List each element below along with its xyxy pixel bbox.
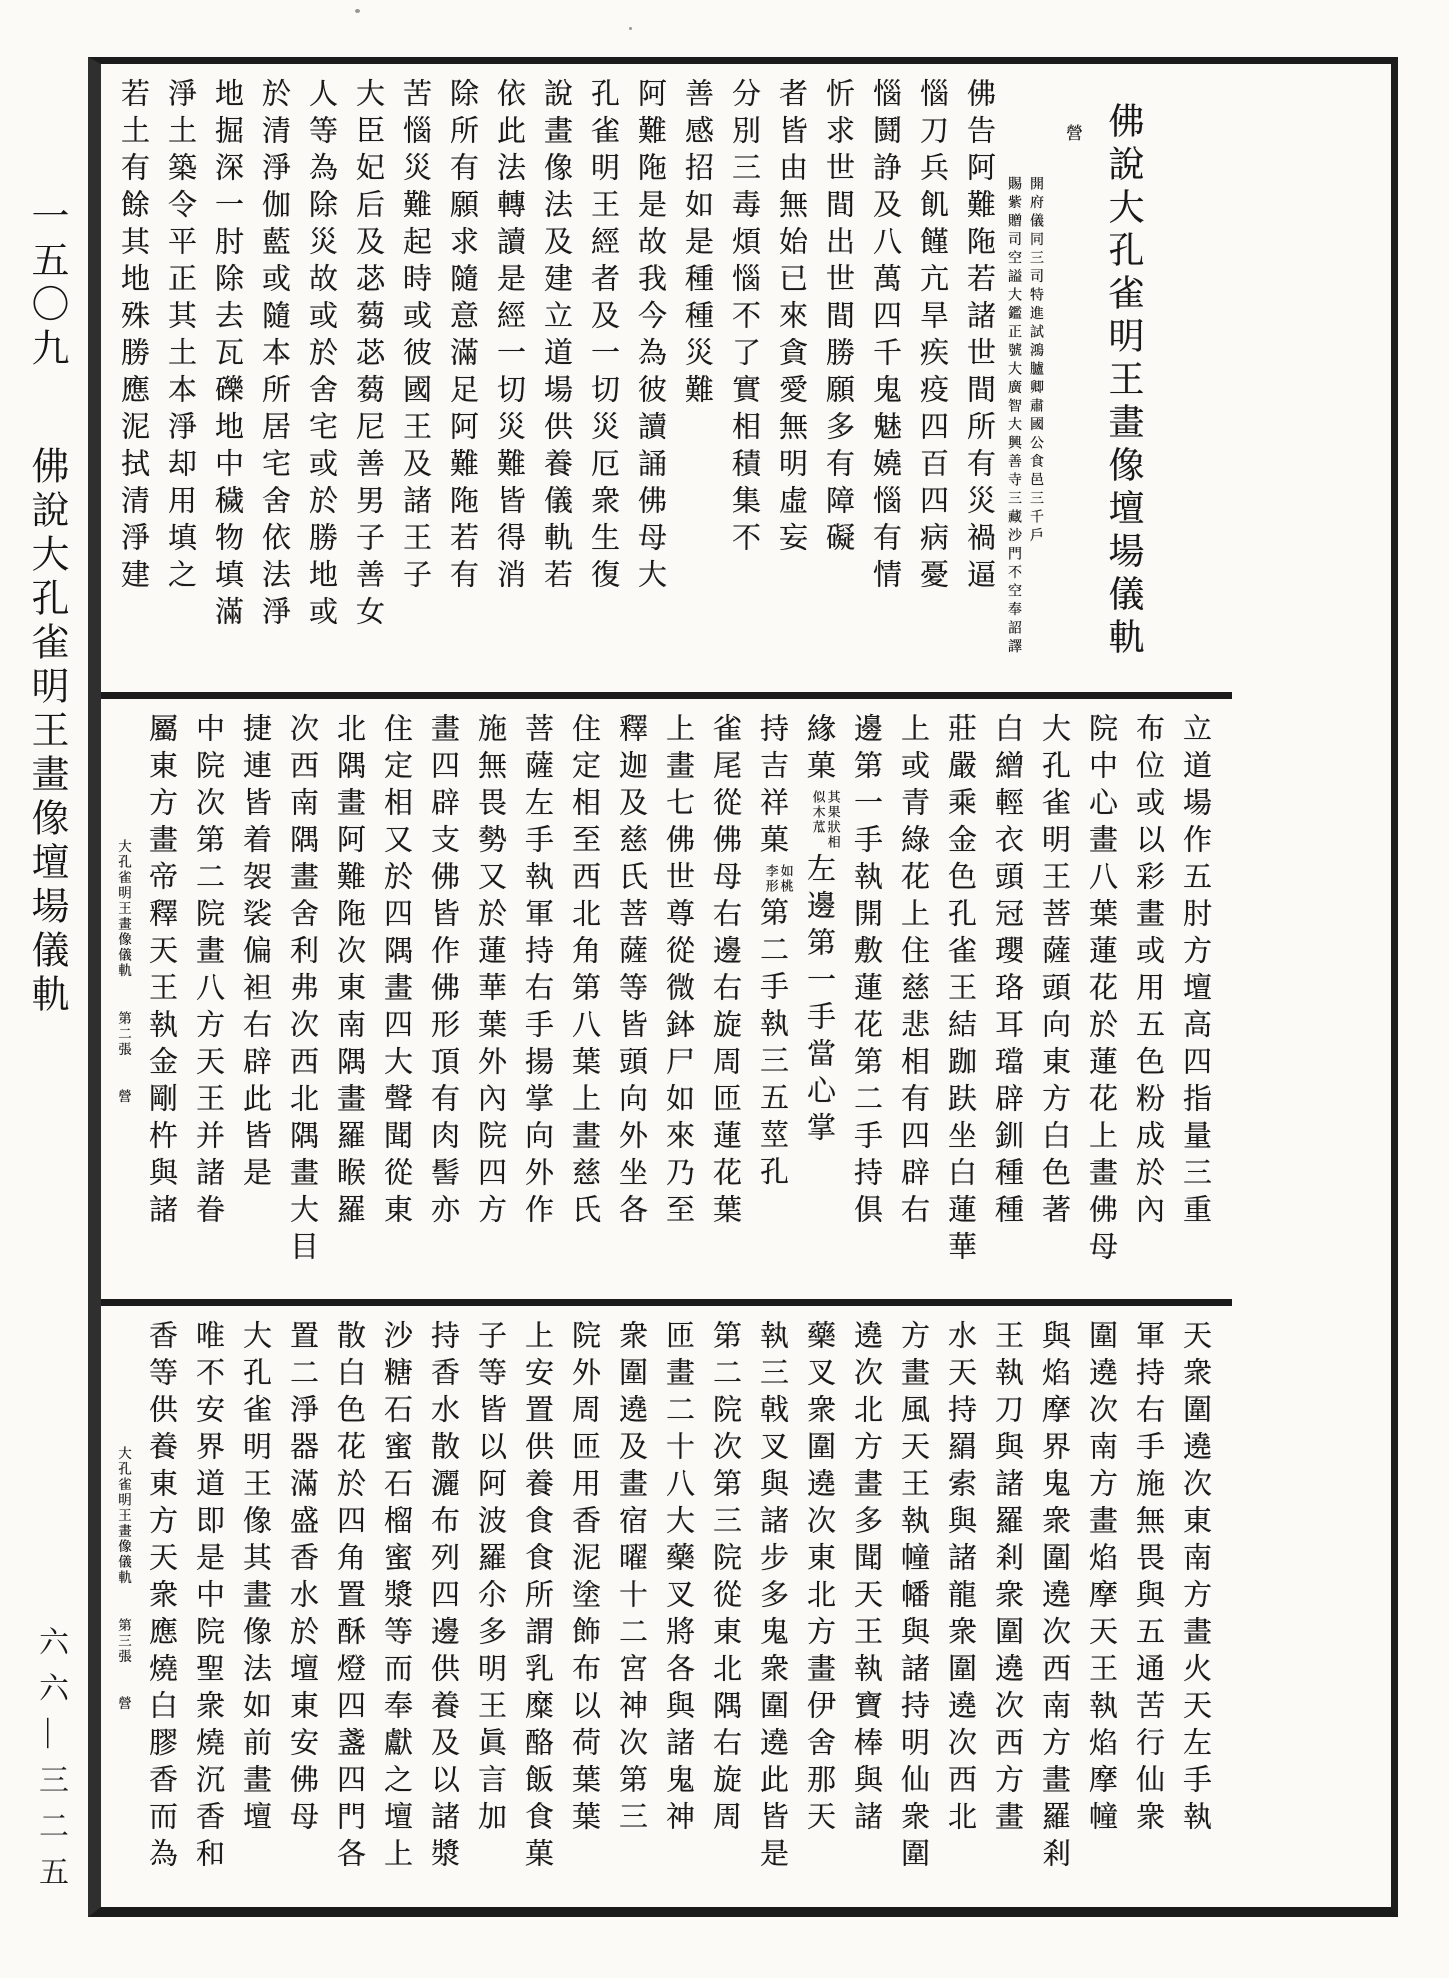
margin-catalog-label [14,196,78,1018]
text-column: 執三戟叉與諸步多鬼衆圍遶此皆是 [756,1320,788,1875]
text-frame [88,57,1398,1917]
text-column: 大孔雀明王像其畫像法如前畫壇 [239,1320,271,1838]
scan-speck [355,9,360,13]
text-column: 住定相至西北角第八葉上畫慈氏 [568,713,600,1231]
marker-segment: 第二張 [116,1010,131,1057]
text-column: 阿難陁是故我今為彼讀誦佛母大 [634,78,666,596]
text-column: 說畫像法及建立道場供養儀軌若 [540,78,572,596]
text-column: 佛告阿難陁若諸世間所有災禍逼 [963,78,995,596]
text-column: 匝畫二十八大藥叉將各與諸鬼神 [662,1320,694,1838]
text-column: 忻求世間出世間勝願多有障礙 [822,78,854,559]
text-column: 第二院次第三院從東北隅右旋周 [709,1320,741,1838]
text-column: 與焰摩界鬼衆圍遶次西南方畫羅剎 [1038,1320,1070,1875]
text-column: 持香水散灑布列四邊供養及以諸漿 [427,1320,459,1875]
text-column: 畫四辟支佛皆作佛形頂有肉髻亦 [427,713,459,1231]
text-column: 緣菓 其果狀相 似木苽 左邊第一手當心掌 [803,713,841,1149]
text-column: 善感招如是種種災難 [681,78,713,411]
text-column: 軍持右手施無畏與五通苦行仙衆 [1132,1320,1164,1838]
text-column: 方畫風天王執幢幡與諸持明仙衆圍 [897,1320,929,1875]
text-column: 釋迦及慈氏菩薩等皆頭向外坐各 [615,713,647,1231]
text-column: 子等皆以阿波羅尒多明王眞言加 [474,1320,506,1838]
translator-line: 開府儀同三司特進試鴻臚卿肅國公食邑三千戶 [1028,176,1043,546]
text-column: 施無畏勢又於蓮華葉外內院四方 [474,713,506,1231]
text-column: 惱刀兵飢饉亢旱疾疫四百四病憂 [916,78,948,596]
text-column: 次西南隅畫舍利弗次西北隅畫大目 [286,713,318,1268]
text-column: 水天持羂索與諸龍衆圍遶次西北 [944,1320,976,1838]
text-column: 散白色花於四角置酥燈四盞四門各 [333,1320,365,1875]
text-column: 立道場作五肘方壇高四指量三重 [1179,713,1211,1231]
register-middle [101,692,1232,1299]
text-column: 菩薩左手執軍持右手揚掌向外作 [521,713,553,1231]
volume-page-number: 六六—三二五 [34,1626,67,1902]
text-column: 邊第一手執開敷蓮花第二手持俱 [850,713,882,1231]
text-column: 淨土築令平正其土本淨却用填之 [164,78,196,596]
marker-segment: 營 [116,1089,131,1105]
sheet-marker [109,713,137,1287]
sutra-title-column: 佛說大孔雀明王畫像壇場儀軌營 [1063,102,1144,661]
text-column: 藥叉衆圍遶次東北方畫伊舍那天 [803,1320,835,1838]
case-mark: 營 [1063,124,1082,141]
catalog-number: 一五〇九 [25,196,67,372]
text-column: 衆圍遶及畫宿曜十二宮神次第三 [615,1320,647,1838]
text-column: 遶次北方畫多聞天王執寶棒與諸 [850,1320,882,1838]
text-column: 大孔雀明王菩薩頭向東方白色著 [1038,713,1070,1231]
text-column: 上畫七佛世尊從微鉢尸如來乃至 [662,713,694,1231]
sheet-marker [109,1320,137,1895]
text-column: 中院次第二院畫八方天王并諸眷 [192,713,224,1231]
register-top [101,64,1210,692]
text-column: 分別三毒煩惱不了實相積集不 [728,78,760,559]
text-column: 於清淨伽藍或隨本所居宅舍依法淨 [258,78,290,633]
text-column: 捷連皆着袈裟偏袒右辟此皆是 [239,713,271,1194]
interlinear-note: 其果狀相 似木苽 [810,790,841,850]
text-column: 上或青綠花上住慈悲相有四辟右 [897,713,929,1231]
text-column: 住定相又於四隅畫四大聲聞從東 [380,713,412,1231]
text-column: 惱鬪諍及八萬四千鬼魅嬈惱有情 [869,78,901,596]
register-bottom [101,1299,1232,1907]
text-column: 院中心畫八葉蓮花於蓮花上畫佛母 [1085,713,1117,1268]
interlinear-note: 如桃 李形 [763,864,794,894]
text-column: 持吉祥菓 如桃 李形 第二手執三五莖孔 [756,713,794,1193]
text-column: 者皆由無始已來貪愛無明虛妄 [775,78,807,559]
text-column: 布位或以彩畫或用五色粉成於內 [1132,713,1164,1231]
text-column: 北隅畫阿難陁次東南隅畫羅睺羅 [333,713,365,1231]
text-column: 除所有願求隨意滿足阿難陁若有 [446,78,478,596]
text-column: 大臣妃后及苾蒭苾蒭尼善男子善女 [352,78,384,633]
text-column: 地掘深一肘除去瓦礫地中穢物填滿 [211,78,243,633]
text-column: 院外周匝用香泥塗飾布以荷葉葉 [568,1320,600,1838]
text-column: 唯不安界道即是中院聖衆燒沉香和 [192,1320,224,1875]
text-column: 莊嚴乘金色孔雀王結跏趺坐白蓮華 [944,713,976,1268]
text-column: 苦惱災難起時或彼國王及諸王子 [399,78,431,596]
text-column: 置二淨器滿盛香水於壇東安佛母 [286,1320,318,1838]
text-column: 若土有餘其地殊勝應泥拭清淨建 [117,78,149,596]
text-column: 雀尾從佛母右邊右旋周匝蓮花葉 [709,713,741,1231]
text-column: 依此法轉讀是經一切災難皆得消 [493,78,525,596]
text-column: 沙糖石蜜石榴蜜漿等而奉獻之壇上 [380,1320,412,1875]
text-column: 孔雀明王經者及一切災厄衆生復 [587,78,619,596]
text-column: 香等供養東方天衆應燒白膠香而為 [145,1320,177,1875]
text-column: 上安置供養食食所謂乳糜酪飯食菓 [521,1320,553,1875]
translator-line: 賜紫贈司空謚大鑑正號大廣智大興善寺三藏沙門不空奉詔譯 [1006,176,1021,657]
text-column: 白繒輕衣頭冠瓔珞耳璫辟釧種種 [991,713,1023,1231]
text-column: 王執刀與諸羅剎衆圍遶次西方畫 [991,1320,1023,1838]
marker-segment: 營 [116,1696,131,1712]
marker-segment: 第三張 [116,1617,131,1664]
text-column: 屬東方畫帝釋天王執金剛杵與諸 [145,713,177,1231]
translator-column [1002,78,1046,680]
marker-segment: 大孔雀明王畫像儀軌 [116,1446,131,1586]
marker-segment: 大孔雀明王畫像儀軌 [116,839,131,979]
text-column: 圍遶次南方畫焰摩天王執焰摩幢 [1085,1320,1117,1838]
margin-sutra-title: 佛說大孔雀明王畫像壇場儀軌 [25,446,67,1018]
scan-speck [629,27,632,30]
text-column: 天衆圍遶次東南方畫火天左手執 [1179,1320,1211,1838]
text-column: 人等為除災故或於舍宅或於勝地或 [305,78,337,633]
